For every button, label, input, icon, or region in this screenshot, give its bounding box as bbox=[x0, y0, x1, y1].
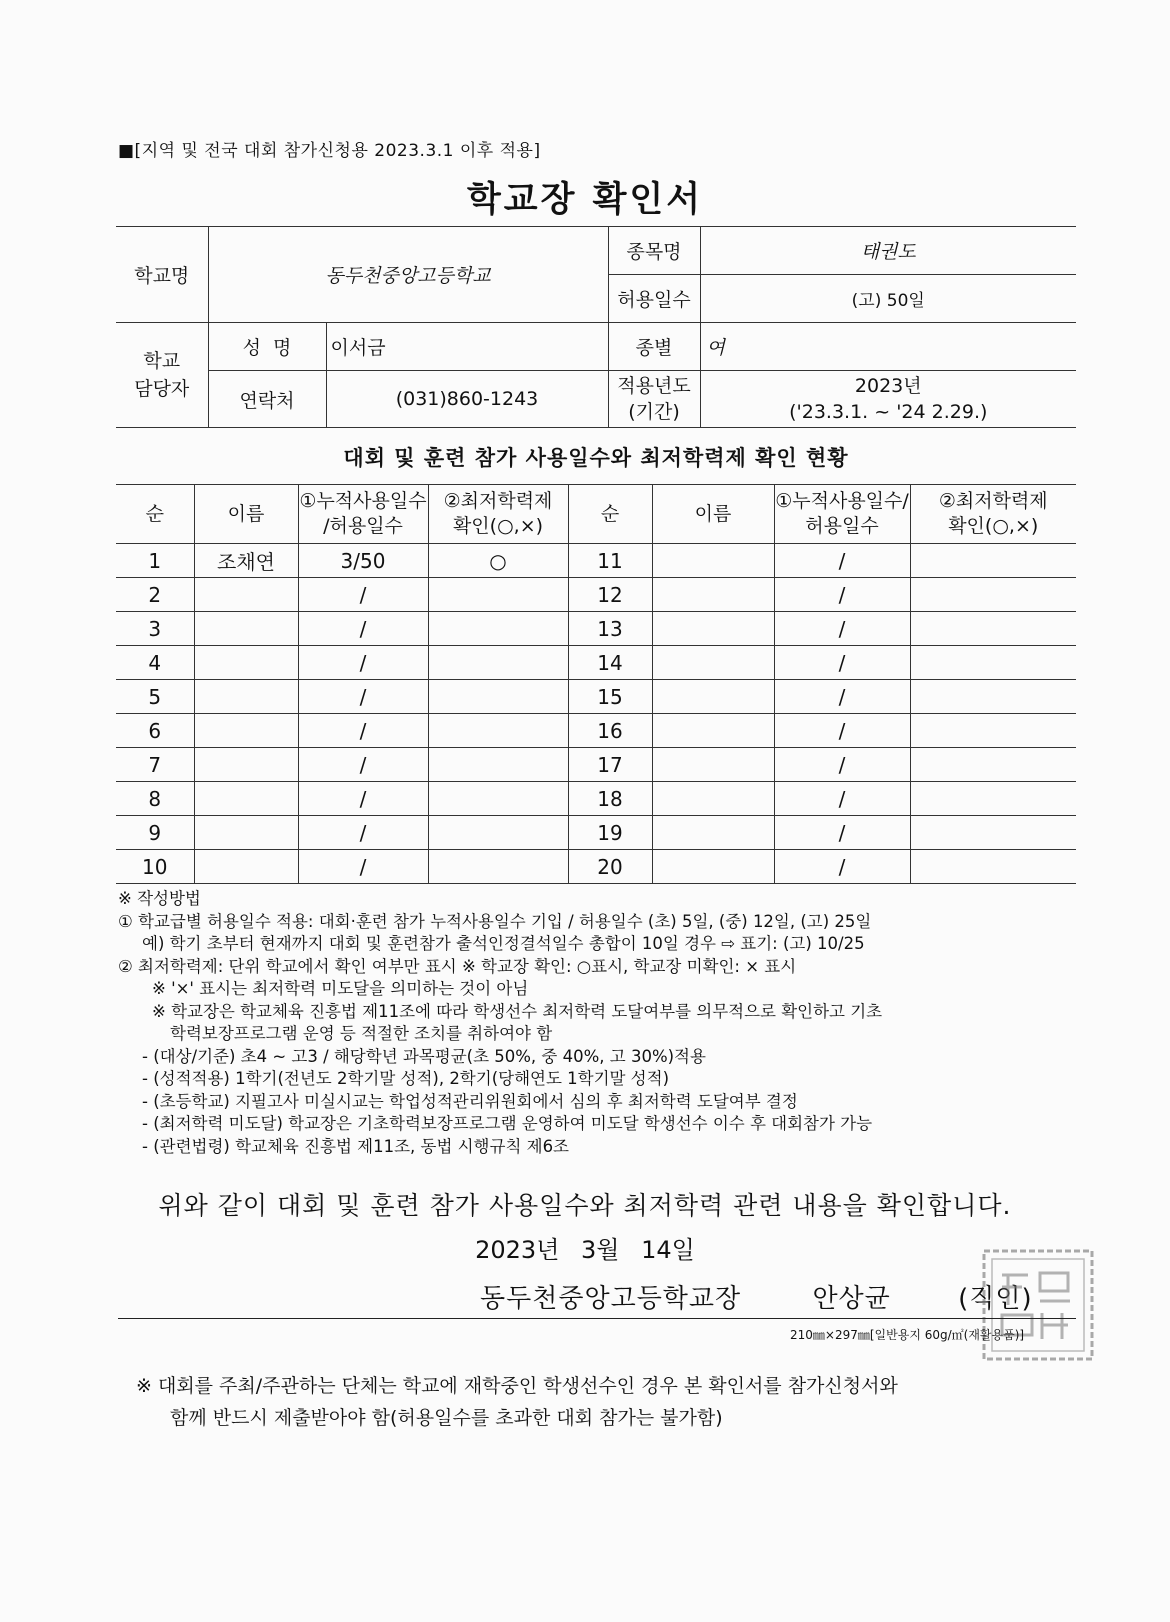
min-academic-check bbox=[910, 578, 1076, 612]
table-row bbox=[116, 714, 1076, 748]
header-cell: ②최저학력제 확인(○,×) bbox=[910, 485, 1076, 544]
info-table bbox=[116, 226, 1076, 428]
footer-line: 함께 반드시 제출받아야 함(허용일수를 초과한 대회 참가는 불가함) bbox=[170, 1407, 723, 1429]
usage-days: / bbox=[774, 544, 910, 578]
student-name bbox=[652, 782, 774, 816]
row-number: 5 bbox=[116, 680, 194, 714]
student-name bbox=[652, 612, 774, 646]
gender-value: 여 bbox=[700, 323, 1076, 371]
min-academic-check bbox=[428, 714, 568, 748]
usage-days: / bbox=[774, 782, 910, 816]
min-academic-check bbox=[428, 850, 568, 884]
table-row bbox=[116, 612, 1076, 646]
table-row bbox=[116, 748, 1076, 782]
min-academic-check bbox=[910, 646, 1076, 680]
row-number: 4 bbox=[116, 646, 194, 680]
student-name bbox=[194, 782, 298, 816]
staff-label: 학교 담당자 bbox=[116, 323, 208, 428]
table-row bbox=[116, 816, 1076, 850]
row-number: 11 bbox=[568, 544, 652, 578]
note-line: 예) 학기 초부터 현재까지 대회 및 훈련참가 출석인정결석일수 총합이 10일 경우 ⇨ 표기: (고) 10/25 bbox=[142, 934, 865, 953]
min-academic-check bbox=[910, 544, 1076, 578]
contact-value: (031)860-1243 bbox=[326, 371, 608, 428]
note-line: ※ 학교장은 학교체육 진흥법 제11조에 따라 학생선수 최저학력 도달여부를 의무적으로 확인하고 기초 bbox=[152, 1001, 883, 1021]
note-line: - (성적적용) 1학기(전년도 2학기말 성적), 2학기(당해연도 1학기말 성적) bbox=[142, 1069, 670, 1088]
contact-label: 연락처 bbox=[208, 371, 326, 428]
table-row bbox=[116, 850, 1076, 884]
row-number: 12 bbox=[568, 578, 652, 612]
period-value: ('23.3.1. ~ '24 2.29.) bbox=[789, 401, 988, 423]
note-line: - (관련법령) 학교체육 진흥법 제11조, 동법 시행규칙 제6조 bbox=[142, 1136, 569, 1156]
usage-days: / bbox=[298, 850, 428, 884]
row-number: 9 bbox=[116, 816, 194, 850]
row-number: 1 bbox=[116, 544, 194, 578]
student-name bbox=[652, 748, 774, 782]
student-name bbox=[652, 680, 774, 714]
confirmation-text: 위와 같이 대회 및 훈련 참가 사용일수와 최저학력 관련 내용을 확인합니다. bbox=[158, 1191, 1012, 1220]
row-number: 19 bbox=[568, 816, 652, 850]
signature-line bbox=[480, 1278, 1033, 1315]
student-name bbox=[652, 578, 774, 612]
school-value: 동두천중앙고등학교 bbox=[208, 227, 608, 323]
header-cell: ①누적사용일수/ 허용일수 bbox=[774, 485, 910, 544]
table-row bbox=[116, 782, 1076, 816]
usage-days: / bbox=[774, 748, 910, 782]
usage-days: / bbox=[298, 612, 428, 646]
student-name bbox=[652, 646, 774, 680]
page-title: 학교장 확인서 bbox=[466, 180, 704, 220]
allowed-days-label: 허용일수 bbox=[608, 275, 700, 323]
row-number: 3 bbox=[116, 612, 194, 646]
student-name bbox=[194, 646, 298, 680]
row-number: 10 bbox=[116, 850, 194, 884]
header-cell: ②최저학력제 확인(○,×) bbox=[428, 485, 568, 544]
usage-days: / bbox=[774, 816, 910, 850]
usage-days: / bbox=[298, 646, 428, 680]
header-cell: ①누적사용일수 /허용일수 bbox=[298, 485, 428, 544]
school-principal-title: 동두천중앙고등학교장 bbox=[480, 1284, 742, 1314]
table-row bbox=[116, 646, 1076, 680]
row-number: 15 bbox=[568, 680, 652, 714]
table-header-row bbox=[116, 485, 1076, 544]
usage-days: 3/50 bbox=[298, 544, 428, 578]
row-number: 14 bbox=[568, 646, 652, 680]
row-number: 13 bbox=[568, 612, 652, 646]
min-academic-check bbox=[428, 680, 568, 714]
principal-name: 안상균 bbox=[812, 1284, 891, 1314]
usage-days: / bbox=[298, 578, 428, 612]
note-line: - (대상/기준) 초4 ~ 고3 / 해당학년 과목평균(초 50%, 중 40%, 고 30%)적용 bbox=[142, 1046, 706, 1066]
sport-label: 종목명 bbox=[608, 227, 700, 275]
usage-days: / bbox=[774, 578, 910, 612]
gender-label: 종별 bbox=[608, 323, 700, 371]
row-number: 17 bbox=[568, 748, 652, 782]
student-name bbox=[194, 578, 298, 612]
row-number: 20 bbox=[568, 850, 652, 884]
row-number: 18 bbox=[568, 782, 652, 816]
note-line: ② 최저학력제: 단위 학교에서 확인 여부만 표시 ※ 학교장 확인: ○표시, 학교장 미확인: × 표시 bbox=[118, 956, 797, 976]
note-line: - (초등학교) 지필고사 미실시교는 학업성적관리위원회에서 심의 후 최저학력 도달여부 결정 bbox=[142, 1091, 798, 1111]
official-seal-icon bbox=[978, 1245, 1098, 1365]
note-line: 학력보장프로그램 운영 등 적절한 조치를 취하여야 함 bbox=[170, 1024, 553, 1043]
year-value-cell bbox=[700, 371, 1076, 428]
date-year: 2023년 bbox=[475, 1236, 560, 1264]
date-month: 3월 bbox=[581, 1236, 620, 1264]
table-row bbox=[116, 578, 1076, 612]
row-number: 8 bbox=[116, 782, 194, 816]
instructions bbox=[118, 888, 1078, 1158]
allowed-days-value: (고) 50일 bbox=[700, 275, 1076, 323]
row-number: 2 bbox=[116, 578, 194, 612]
min-academic-check bbox=[910, 612, 1076, 646]
seal-label: (직인) bbox=[958, 1284, 1033, 1314]
sport-value: 태권도 bbox=[700, 227, 1076, 275]
student-name bbox=[194, 748, 298, 782]
min-academic-check bbox=[910, 714, 1076, 748]
min-academic-check bbox=[428, 612, 568, 646]
footer-line: ※ 대회를 주최/주관하는 단체는 학교에 재학중인 학생선수인 경우 본 확인서를 참가신청서와 bbox=[136, 1375, 898, 1397]
usage-days: / bbox=[298, 680, 428, 714]
note-line: ※ 작성방법 bbox=[118, 889, 201, 908]
header-cell: 이름 bbox=[652, 485, 774, 544]
student-name bbox=[652, 714, 774, 748]
year-label: 적용년도 (기간) bbox=[608, 371, 700, 428]
table-row bbox=[116, 544, 1076, 578]
header-cell: 순 bbox=[116, 485, 194, 544]
note-line: ① 학교급별 허용일수 적용: 대회·훈련 참가 누적사용일수 기입 / 허용일수 (초) 5일, (중) 12일, (고) 25일 bbox=[118, 911, 872, 931]
paper-spec: 210㎜×297㎜[일반용지 60g/㎡(재활용품)] bbox=[790, 1328, 1025, 1342]
name-value: 이서금 bbox=[326, 323, 608, 371]
note-line: ※ '×' 표시는 최저학력 미도달을 의미하는 것이 아님 bbox=[152, 979, 529, 998]
usage-table bbox=[116, 484, 1076, 884]
name-label: 성 명 bbox=[208, 323, 326, 371]
min-academic-check bbox=[428, 646, 568, 680]
usage-days: / bbox=[774, 680, 910, 714]
usage-days: / bbox=[774, 850, 910, 884]
min-academic-check bbox=[910, 850, 1076, 884]
row-number: 6 bbox=[116, 714, 194, 748]
usage-days: / bbox=[774, 714, 910, 748]
student-name bbox=[194, 612, 298, 646]
student-name bbox=[652, 850, 774, 884]
usage-days: / bbox=[298, 816, 428, 850]
school-label: 학교명 bbox=[116, 227, 208, 323]
student-name bbox=[652, 544, 774, 578]
usage-days: / bbox=[298, 782, 428, 816]
min-academic-check bbox=[428, 748, 568, 782]
student-name bbox=[652, 816, 774, 850]
divider bbox=[118, 1318, 1076, 1319]
min-academic-check bbox=[910, 816, 1076, 850]
min-academic-check bbox=[910, 680, 1076, 714]
header-cell: 이름 bbox=[194, 485, 298, 544]
year-value: 2023년 bbox=[854, 375, 922, 397]
student-name bbox=[194, 680, 298, 714]
min-academic-check bbox=[428, 816, 568, 850]
min-academic-check bbox=[428, 782, 568, 816]
min-academic-check bbox=[428, 578, 568, 612]
min-academic-check bbox=[910, 748, 1076, 782]
header-cell: 순 bbox=[568, 485, 652, 544]
student-name bbox=[194, 850, 298, 884]
min-academic-check bbox=[910, 782, 1076, 816]
student-name bbox=[194, 714, 298, 748]
note-line: - (최저학력 미도달) 학교장은 기초학력보장프로그램 운영하여 미도달 학생선수 이수 후 대회참가 가능 bbox=[142, 1114, 873, 1133]
row-number: 7 bbox=[116, 748, 194, 782]
document-tag: ■[지역 및 전국 대회 참가신청용 2023.3.1 이후 적용] bbox=[118, 141, 541, 161]
usage-days: / bbox=[298, 714, 428, 748]
section-title: 대회 및 훈련 참가 사용일수와 최저학력제 확인 현황 bbox=[343, 446, 849, 470]
student-name: 조채연 bbox=[194, 544, 298, 578]
usage-days: / bbox=[774, 612, 910, 646]
table-row bbox=[116, 680, 1076, 714]
min-academic-check: ○ bbox=[428, 544, 568, 578]
usage-days: / bbox=[774, 646, 910, 680]
date-day: 14일 bbox=[641, 1236, 695, 1264]
footer-notice bbox=[136, 1370, 1116, 1434]
usage-days: / bbox=[298, 748, 428, 782]
row-number: 16 bbox=[568, 714, 652, 748]
student-name bbox=[194, 816, 298, 850]
